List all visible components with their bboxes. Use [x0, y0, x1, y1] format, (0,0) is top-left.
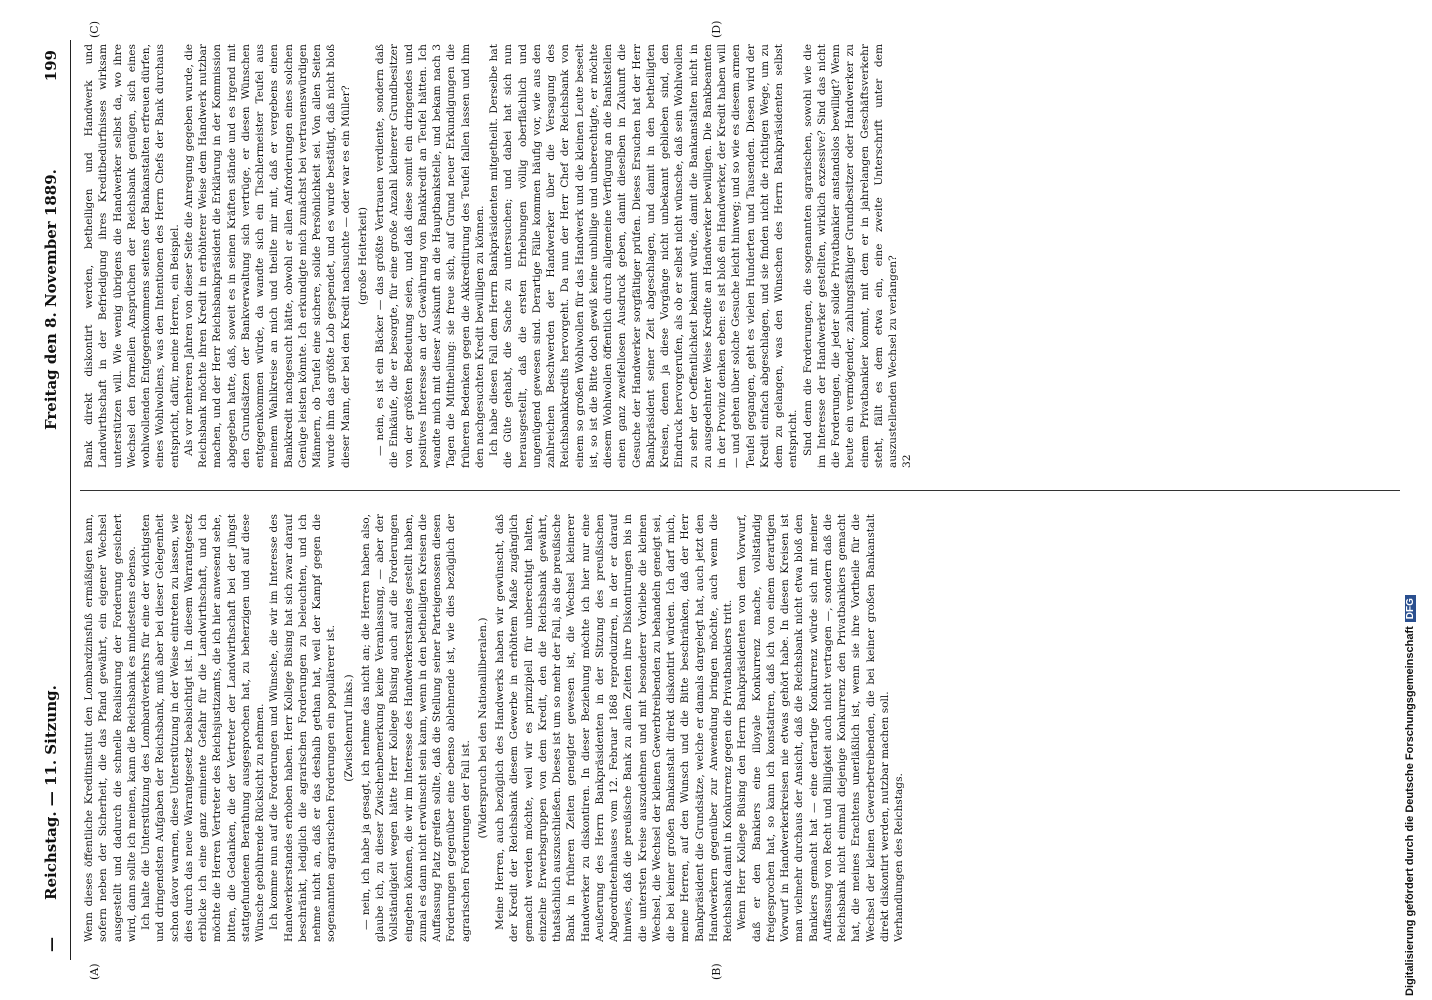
paragraph: Sind denn die Forderungen, die sogenannten agrarischen, sowohl wie die im Interesse der Handwerker gestellten, wirklich exzessive? Sind das nicht die Forderungen, die jeder solide Privatbankier anstandslos bewilligt? Wenn heute ein vermögender, zahlungsfähiger Grundbesitzer oder Handwerker zu einem Privatbankier kommt, mit dem er in jahrelangen Geschäftsverkehr steht, fällt es dem etwa ein, eine zweite Unterschrift unter dem auszustellenden Wechsel zu verlangen? [801, 44, 899, 468]
header-title: Reichstag. — 11. Sitzung. [42, 685, 60, 900]
paragraph: Bank direkt diskontirt werden, betheiligen und Handwerk und Landwirthschaft in der Befriedigung ihres Kreditbedürfnisses wirksam unterstützen will. Wie wenig übrigens die Handwerker selbst da, wo ihre Wechsel den formellen Ansprüchen der Reichsbank genügen, sich eines wohlwollenden Entgegenkommens seitens der Bankanstalten erfreuen dürfen, eines Wohlwollens, was den Intentionen des Herrn Chefs der Bank durchaus entspricht, dafür, meine Herren, ein Beispiel. [83, 44, 181, 468]
margin-mark-d: (D) [710, 20, 723, 38]
column-divider [80, 490, 1400, 491]
credit-text: Digitalisierung gefördert durch die Deutsche Forschungsgemeinschaft [1404, 626, 1416, 996]
paragraph: (Widerspruch bei den Nationalliberalen.) [476, 617, 489, 839]
paragraph: Wenn Herr Kollege Büsing den Herrn Bankpräsidenten von dem Vorwurf, daß er den Bankiers eine illoyale Konkurrenz mache, vollständig freigesprochen hat, so kann ich konstatiren, daß ich von einem derartigen Vorwurf in Handwerkerkreisen nie etwas gehört habe. In diesen Kreisen ist man vielmehr durchaus der Ansicht, daß die Reichsbank nicht etwa bloß den Bankiers gemacht hat — eine derartige Konkurrenz würde sich mit meiner Auffassung von Recht und Billigkeit auch nicht vertragen —, sondern daß die Reichsbank nicht einmal diejenige Konkurrenz den Privatbankiers gemacht hat, die meines Erachtens unerläßlich ist, wenn sie ihre Vortheile für die Wechsel der kleinen Gewerbetreibenden, die bei keiner großen Bankanstalt direkt diskontirt werden, nutzbar machen soll. [736, 514, 891, 942]
paragraph: Meine Herren, auch bezüglich des Handwerks haben wir gewünscht, daß der Kredit der Reichsbank diesem Gewerbe in erhöhtem Maße zugänglich gemacht werden möchte, weil wir es prinzipiell für unberechtigt halten, einzelne Erwerbsgruppen von dem Kredit, den die Reichsbank gewährt, thatsächlich auszuschließen. Dieses ist um so mehr der Fall, als die preußische Bank in früheren Zeiten geneigter gewesen ist, die Wechsel kleinerer Handwerker zu diskontiren. In dieser Beziehung möchte ich hier nur eine Aeußerung des Herrn Bankpräsidenten in der Sitzung des preußischen Abgeordnetenhauses vom 12. Februar 1868 reproduziren, in der er darauf hinwies, daß die preußische Bank zu allen Zeiten ihre Diskontirungen bis in die untersten Kreise auszudehnen und mit besonderer Vorliebe die kleinen Wechsel, die Wechsel der kleinen Gewerbtreibenden zu behandeln geneigt sei, die bei keiner großen Bankanstalt direkt diskontirt würden. Ich darf mich, meine Herren, auf den Wunsch und die Bitte beschränken, daß der Herr Bankpräsident die Grundsätze, welche er damals dargelegt hat, auch jetzt den Handwerkern gegenüber zur Anwendung bringen möchte, auch wenn die Reichsbank damit in Konkurrenz gegen die Privatbankiers tritt. [494, 514, 734, 942]
paragraph: (Zwischenruf links.) [342, 674, 355, 782]
margin-mark-c: (C) [88, 21, 101, 38]
paragraph: Ich komme nun auf die Forderungen und Wünsche, die wir im Interesse des Handwerkerstandes erhoben haben. Herr Kollege Büsing hat sich zwar darauf beschränkt, lediglich die agrarischen Forderungen zu beleuchten, und ich nehme nicht an, daß er das deshalb gethan hat, weil der Kampf gegen die sogenannten agrarischen Forderungen ein populärerer ist. [268, 514, 338, 942]
paragraph: 32 [901, 454, 914, 468]
margin-mark-b: (B) [710, 963, 723, 980]
digitization-credit [1404, 595, 1416, 996]
header-rule [70, 40, 71, 960]
right-column [82, 44, 1402, 468]
left-column [82, 514, 1402, 942]
paragraph: Als vor mehreren Jahren von dieser Seite die Anregung gegeben wurde, die Reichsbank möchte ihren Kredit in erhöhterer Weise dem Handwerk nutzbar machen, und der Herr Reichsbankpräsident die Erklärung in der Kommission abgegeben hatte, daß, soweit es in seinen Kräften stände und es irgend mit den Grundsätzen der Bankverwaltung sich vertrüge, er diesen Wünschen entgegenkommen würde, da wandte sich ein Tischlermeister Teufel aus meinem Wahlkreise an mich und theilte mir mit, daß er vergebens einen Bankkredit nachgesucht hätte, obwohl er allen Anforderungen eines solchen Genüge leisten könnte. Ich erkundigte mich zunächst bei vertrauenswürdigen Männern, ob Teufel eine sichere, solide Persönlichkeit sei. Von allen Seiten wurde ihm das größte Lob gespendet, und es wurde bestätigt, daß nicht bloß dieser Mann, der bei den Kredit nachsuchte — oder war es ein Müller? [182, 44, 352, 468]
page-number: 199 [42, 50, 60, 82]
dfg-logo: DFG [1405, 595, 1416, 622]
paragraph: — nein, es ist ein Bäcker — das größte Vertrauen verdiente, sondern daß die Einkäufe, die er besorgte, für eine große Anzahl kleinerer Grundbesitzer von der größten Bedeutung seien, und daß diese somit ein dringendes und positives Interesse an der Gewährung von Bankkredit an Teufel hätten. Ich wandte mich mit dieser Auskunft an die Hauptbankstelle, und bekam nach 3 Tagen die Mittheilung: sie freue sich, auf Grund neuer Erkundigungen die früheren Bedenken gegen die Akkreditirung des Teufel fallen lassen und ihm den nachgesuchten Kredit bewilligen zu können. [374, 44, 486, 468]
header-date: Freitag den 8. November 1889. [42, 169, 60, 430]
paragraph: Ich halte die Unterstützung des Lombardverkehrs für eine der wichtigsten und dringendsten Aufgaben der Reichsbank, muß aber bei dieser Gelegenheit schon davor warnen, diese Unterstützung in der Weise eintreten zu lassen, wie dies durch das neue Warrantgesetz beabsichtigt ist. In diesem Warrantgesetz erblicke ich eine ganz eminente Gefahr für die Landwirthschaft, und ich möchte die Herren Vertreter des Reichsjustizamts, die ich hier anwesend sehe, bitten, die Gedanken, die der Vertreter der Landwirthschaft bei der jüngst stattgefundenen Berathung ausgesprochen hat, zu beherzigen und auf diese Wünsche gebührende Rücksicht zu nehmen. [140, 514, 266, 942]
margin-mark-a: (A) [88, 963, 101, 980]
paragraph: Ich habe diesen Fall dem Herrn Bankpräsidenten mitgetheilt. Derselbe hat die Güte gehabt, die Sache zu untersuchen; und dabei hat sich nun herausgestellt, daß die ersten Erhebungen völlig oberflächlich und ungenügend gewesen sind. Derartige Fälle kommen häufig vor, wie aus den zahlreichen Beschwerden der Handwerker über die Versagung des Reichsbankkredits hervorgeht. Da nun der Herr Chef der Reichsbank von einem so großen Wohlwollen für das Handwerk und die kleinen Leute beseelt ist, so ist die Bitte doch gewiß keine unbillige und unberechtigte, er möchte diesem Wohlwollen öffentlich durch allgemeine Verfügung an die Bankstellen einen ganz zweifellosen Ausdruck geben, damit dieselben in Zukunft die Gesuche der Handwerker sorgfältiger prüfen. Dieses Ersuchen hat der Herr Bankpräsident seiner Zeit abgeschlagen, und damit in den betheiligten Kreisen, denen ja diese Vorgänge nicht unbekannt geblieben sind, den Eindruck hervorgerufen, als ob er selbst nicht wünsche, daß sein Wohlwollen zu sehr der Oeffentlichkeit bekannt würde, damit die Bankanstalten nicht in zu ausgedehnter Weise Kredite an Handwerker bewilligen. Die Bankbeamten in der Provinz denken eben: es ist bloß ein Handwerker, der Kredit haben will — und gehen über solche Gesuche leicht hinweg; und so wie es diesem armen Teufel gegangen, geht es vielen Hunderten und Tausenden. Diesen wird der Kredit einfach abgeschlagen, und sie finden nicht die richtigen Wege, um zu dem zu gelangen, was den Wünschen des Herrn Bankpräsidenten selbst entspricht. [488, 44, 800, 468]
paragraph: Verhandlungen des Reichstags. [893, 773, 905, 942]
paragraph: — nein, ich habe ja gesagt, ich nehme das nicht an; die Herren haben also, glaube ich, zu dieser Zwischenbemerkung keine Veranlassung, — aber der Vollständigkeit wegen hätte Herr Kollege Büsing auch auf die Forderungen eingehen können, die wir im Interesse des Handwerkerstandes gestellt haben, zumal es dann nicht erwünscht sein kann, wenn in den betheiligten Kreisen die Auffassung Platz greifen sollte, daß die Stellung seiner Parteigenossen diesen Forderungen gegenüber eine ebenso ablehnende ist, wie dies bezüglich der agrarischen Forderungen der Fall ist. [359, 514, 472, 942]
header-mark: — [42, 937, 60, 952]
paragraph: Wenn dieses öffentliche Kreditinstitut den Lombardzinsfuß ermäßigen kann, sofern neben der Sicherheit, die das Pfand gewährt, ein eigener Wechsel ausgestellt und dadurch die schnelle Realisirung der Forderung gesichert wird, dann sollte ich meinen, kann die Reichsbank es mindestens ebenso. [83, 514, 138, 942]
paragraph: (große Heiterkeit) [356, 206, 369, 306]
running-header [42, 40, 68, 960]
